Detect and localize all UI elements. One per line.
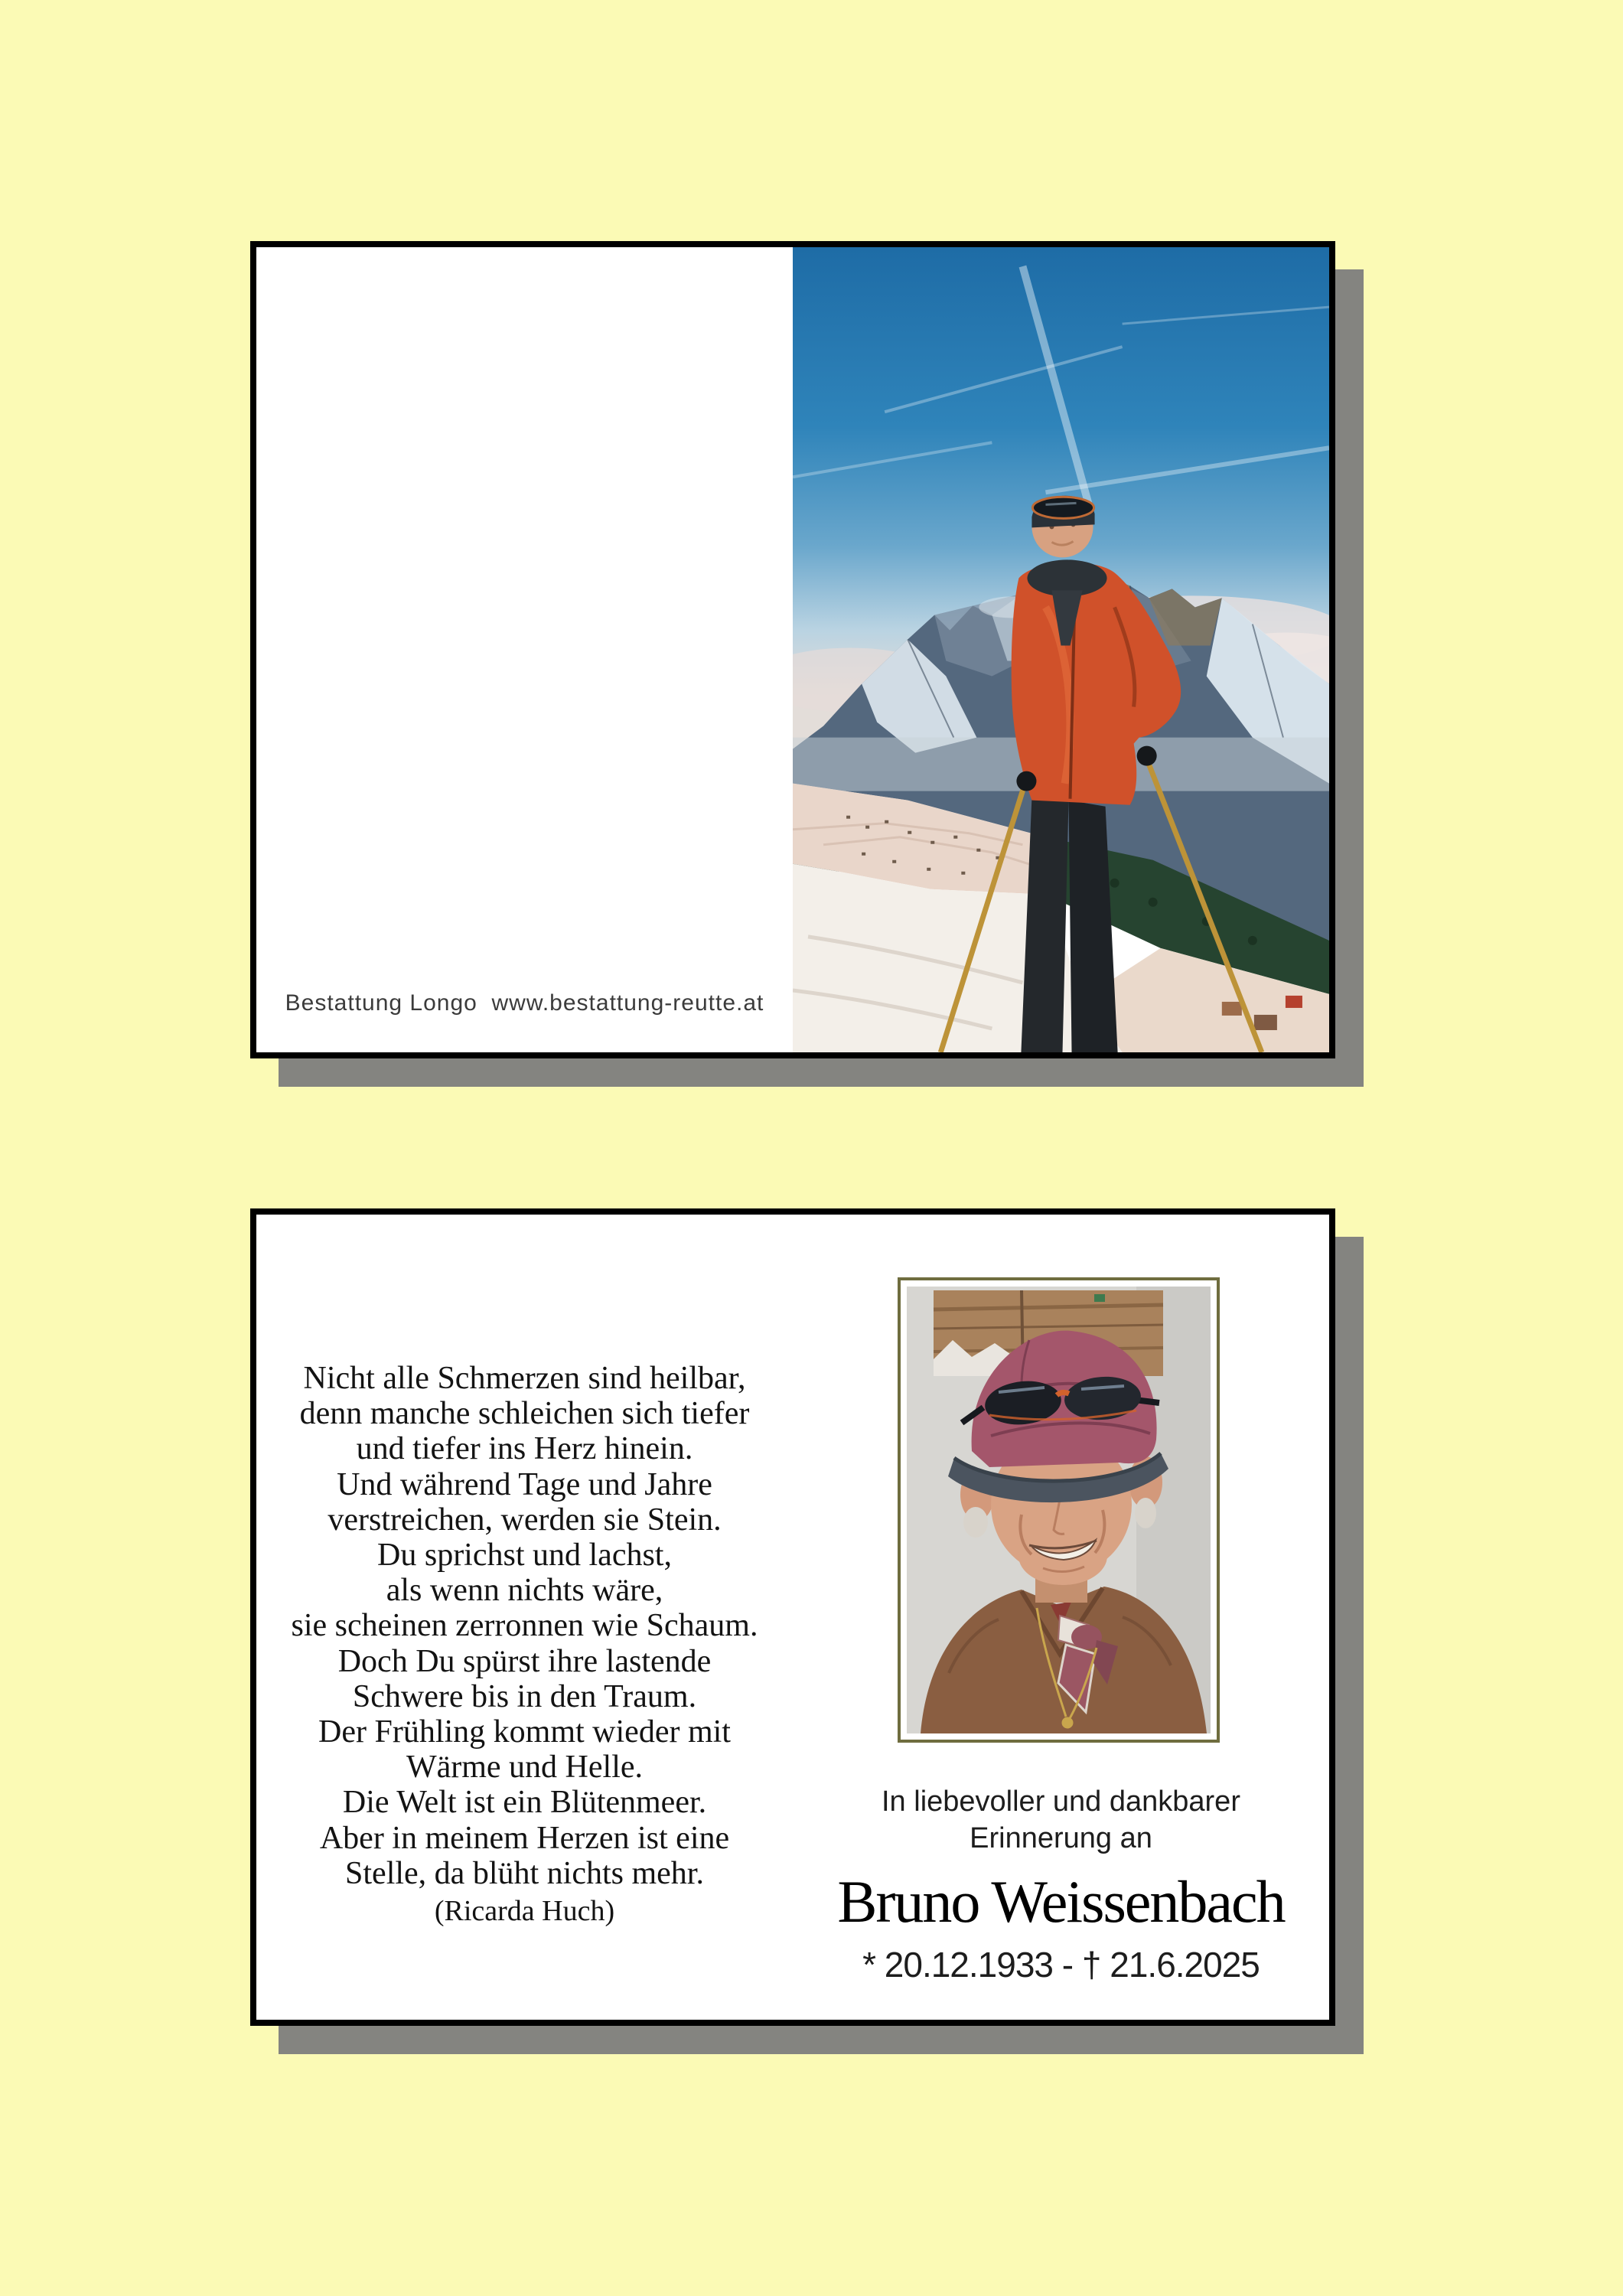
memorial-card-inside (250, 1208, 1335, 2026)
poem-line: und tiefer ins Herz hinein. (356, 1431, 693, 1467)
poem-line: Nicht alle Schmerzen sind heilbar, (303, 1361, 746, 1396)
portrait-photo-illustration (907, 1287, 1211, 1733)
ski-photo-illustration (793, 247, 1329, 1052)
sideburn-left (963, 1507, 988, 1538)
poem-line: Stelle, da blüht nichts mehr. (345, 1855, 704, 1891)
poem-line: Doch Du spürst ihre lastende (337, 1643, 712, 1679)
glove-left (1016, 771, 1036, 791)
poem-line: Wärme und Helle. (406, 1750, 644, 1786)
poem-line: Der Frühling kommt wieder mit (318, 1714, 731, 1750)
poem-line: sie scheinen zerronnen wie Schaum. (291, 1608, 758, 1644)
dedication (793, 1783, 1329, 1857)
glove-right (1137, 746, 1157, 766)
poem (256, 1361, 793, 1891)
poem-line: Du sprichst und lachst, (377, 1538, 672, 1574)
poem-line: denn manche schleichen sich tiefer (299, 1396, 750, 1432)
poem-line: Schwere bis in den Traum. (352, 1678, 697, 1714)
poem-line: verstreichen, werden sie Stein. (328, 1502, 722, 1538)
memorial-card-front (250, 241, 1335, 1058)
funeral-home-line: Bestattung Longo www.bestattung-reutte.at (285, 990, 764, 1016)
dedication-line-1: In liebevoller und dankbarer (882, 1786, 1240, 1818)
ski-photo-svg (793, 247, 1329, 1052)
sideburn-right (1135, 1498, 1156, 1528)
goggles (1032, 497, 1093, 518)
life-dates: * 20.12.1933 - † 21.6.2025 (862, 1945, 1260, 1985)
poem-line: als wenn nichts wäre, (386, 1573, 663, 1609)
poem-line: Aber in meinem Herzen ist eine (319, 1820, 730, 1856)
dedication-line-2: Erinnerung an (970, 1822, 1152, 1854)
orange-bridge (1057, 1392, 1069, 1395)
poem-line: Die Welt ist ein Blütenmeer. (342, 1785, 707, 1821)
deceased-name: Bruno Weissenbach (837, 1868, 1285, 1935)
poem-attribution: (Ricarda Huch) (434, 1895, 615, 1927)
portrait-photo-frame (898, 1277, 1220, 1743)
poem-line: Und während Tage und Jahre (337, 1466, 712, 1502)
